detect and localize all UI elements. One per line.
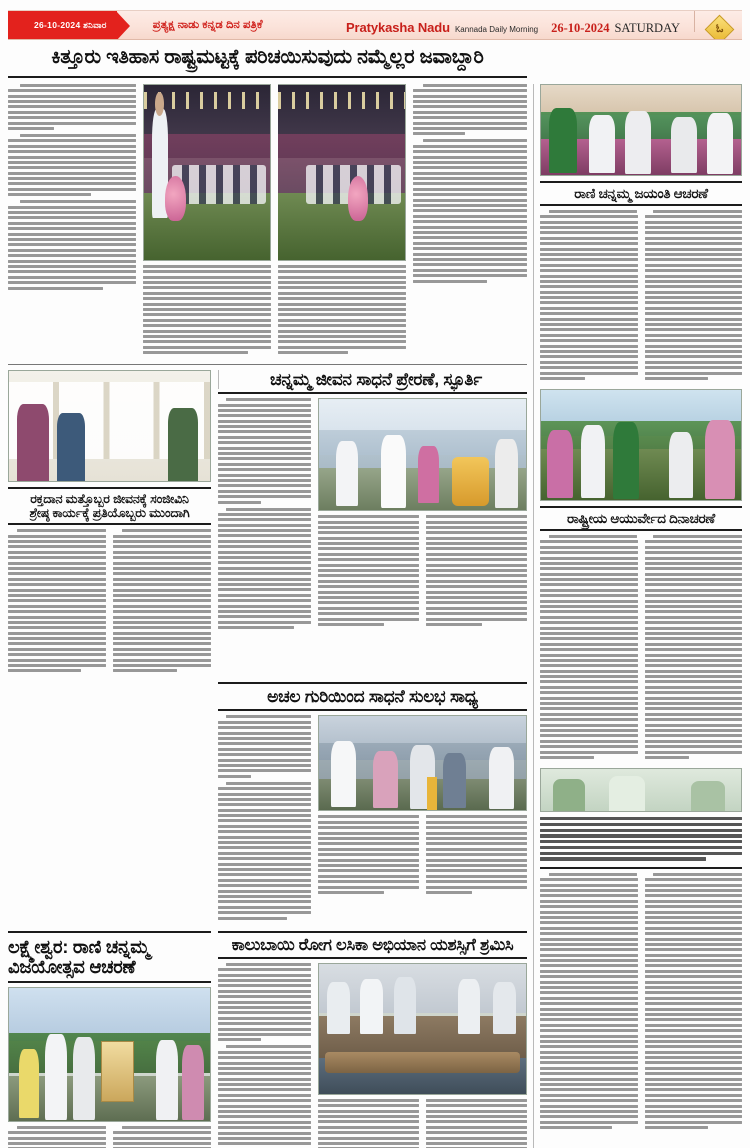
lakshmeshwara-photo [8,987,211,1122]
lakshmeshwara-text-col-2 [113,1126,211,1148]
ayurveda-headline: ರಾಷ್ಟ್ರೀಯ ಆಯುರ್ವೇದ ದಿನಾಚರಣೆ [567,510,715,526]
chennamma-text-col-2 [318,515,419,630]
kalubayi-text-col-1 [218,963,311,1148]
masthead-kannada-tagline: ಪ್ರತ್ಯಕ್ಷ ನಾಡು ಕನ್ನಡ ದಿನ ಪತ್ರಿಕೆ [152,18,263,31]
lead-text-col-3 [278,265,406,354]
raktadana-rule-bottom [8,523,211,525]
achala-text-col-3 [426,815,527,897]
masthead-day-en: SATURDAY [614,21,680,35]
chennamma-rule [218,392,527,394]
achala-rule-top [218,682,527,684]
achala-photo [318,715,527,811]
achala-text-col-1 [218,715,311,923]
lead-photo-continued [278,84,406,261]
chennamma-text-col-3 [426,515,527,630]
rani-chennamma-photo [540,84,742,176]
bottom-right-text-col-2 [645,873,743,1133]
masthead-separator [694,10,695,32]
chennamma-headline: ಚನ್ನಮ್ಮ ಜೀವನ ಸಾಧನೆ ಪ್ರೇರಣೆ, ಸ್ಫೂರ್ತಿ [218,370,527,389]
achala-text-col-2 [318,815,419,897]
lakshmeshwara-headline-line2: ವಿಜಯೋತ್ಸವ ಆಚರಣೆ [8,956,136,977]
lead-photo [143,84,271,261]
column-divider [533,84,534,1148]
chennamma-photo [318,398,527,511]
masthead-date-en: 26-10-2024 [551,21,610,35]
lead-section-rule [8,364,527,365]
ayurveda-text-col-2 [645,535,743,763]
masthead [8,10,742,40]
caption-rule [540,867,742,869]
lead-text-col-1 [8,84,136,358]
raktadana-text-col-2 [113,529,211,676]
masthead-right-group [346,10,742,40]
certificate-photo [8,370,211,482]
raktadana-headline-line1: ರಕ್ತದಾನ ಮತ್ತೊಬ್ಬರ ಜೀವನಕ್ಕೆ ಸಂಜೀವಿನಿ [30,492,189,507]
raktadana-text-col-1 [8,529,106,676]
kalubayi-photo [318,963,527,1095]
bottom-right-text-col-1 [540,873,638,1133]
kalubayi-rule-top [218,931,527,933]
raktadana-headline-line2: ಶ್ರೇಷ್ಠ ಕಾರ್ಯಕ್ಕೆ ಪ್ರತಿಯೊಬ್ಬರು ಮುಂದಾಗಿ [29,506,190,521]
rani-text-col-1 [540,210,638,384]
kalubayi-headline: ಕಾಲುಬಾಯಿ ರೋಗ ಲಸಿಕಾ ಅಭಿಯಾನ ಯಶಸ್ಸಿಗೆ ಶ್ರಮಿಸಿ [231,935,514,954]
logo-glyph: ಓ [715,23,724,35]
rani-text-col-2 [645,210,743,384]
flag-photo-caption [540,817,742,861]
masthead-title-en: Pratykasha Nadu [345,20,450,35]
ayurveda-rule-top [540,506,742,508]
lead-headline-rule [8,76,527,78]
chennamma-text-col-1 [218,398,311,633]
achala-headline: ಅಚಲ ಗುರಿಯಿಂದ ಸಾಧನೆ ಸುಲಭ ಸಾಧ್ಯ [267,687,478,707]
kalubayi-text-col-2 [318,1099,419,1148]
lakshmeshwara-headline-line1: ಲಕ್ಷ್ಮೇಶ್ವರ: ರಾಣಿ ಚನ್ನಮ್ಮ [8,936,150,957]
lakshmeshwara-text-col-1 [8,1126,106,1148]
lakshmeshwara-rule-top [8,931,211,933]
achala-rule-bottom [218,709,527,711]
flag-ceremony-photo [540,768,742,812]
raktadana-rule-top [8,487,211,489]
publication-logo-icon [705,15,735,40]
lead-text-col-4 [413,84,527,358]
ayurveda-photo [540,389,742,501]
rani-rule-top [540,181,742,183]
lead-text-col-2 [143,265,271,354]
kalubayi-rule-bottom [218,957,527,959]
ayurveda-rule-bottom [540,529,742,531]
masthead-subtitle-en: Kannada Daily Morning [454,25,539,34]
lakshmeshwara-rule-bottom [8,981,211,983]
masthead-date-tab: 26-10-2024 ಶನಿವಾರ [8,11,117,39]
kalubayi-text-col-3 [426,1099,527,1148]
rani-chennamma-headline: ರಾಣಿ ಚನ್ನಮ್ಮ ಜಯಂತಿ ಆಚರಣೆ [574,185,708,201]
rani-rule-bottom [540,204,742,206]
lead-headline: ಕಿತ್ತೂರು ಇತಿಹಾಸ ರಾಷ್ಟ್ರಮಟ್ಟಕ್ಕೆ ಪರಿಚಯಿಸುವುದು ನಮ್ಮೆಲ್ಲರ ಜವಾಬ್ದಾರಿ [51,46,484,68]
ayurveda-text-col-1 [540,535,638,763]
